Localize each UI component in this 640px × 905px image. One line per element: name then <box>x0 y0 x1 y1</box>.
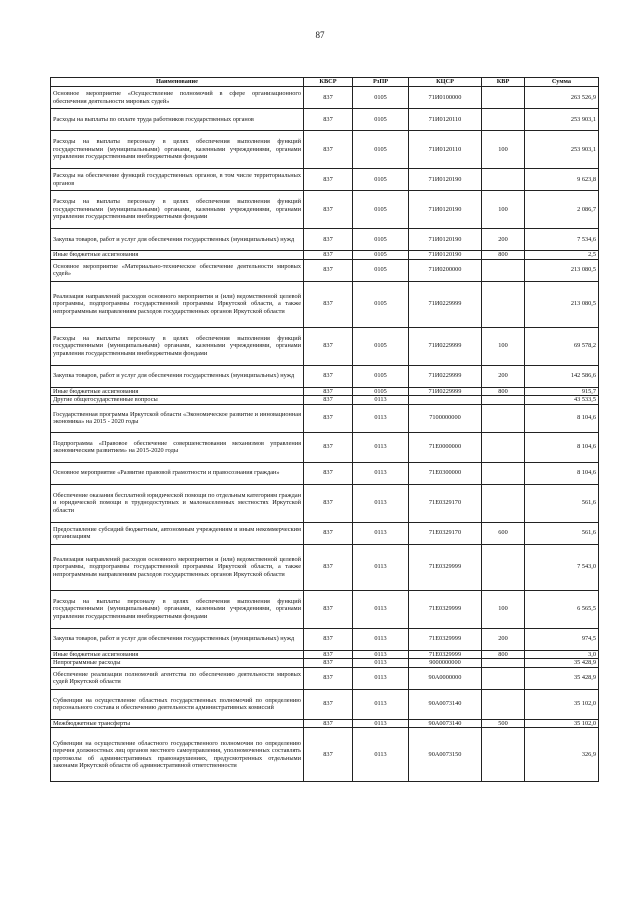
row-kcsr: 71И0229999 <box>409 281 482 327</box>
row-kcsr: 9000000000 <box>409 659 482 668</box>
row-kvr <box>482 544 525 590</box>
row-sum: 2,5 <box>525 251 599 260</box>
row-kcsr: 71И0229999 <box>409 365 482 387</box>
row-sum: 69 578,2 <box>525 327 599 365</box>
row-kvr <box>482 404 525 432</box>
row-sum: 8 104,6 <box>525 432 599 462</box>
row-kvsr: 837 <box>304 169 353 191</box>
row-kcsr: 71И0200000 <box>409 259 482 281</box>
table-row <box>51 590 599 628</box>
row-kcsr: 71И0120190 <box>409 169 482 191</box>
row-kvr <box>482 169 525 191</box>
row-name: Расходы на выплаты персоналу в целях обеспечения выполнения функций государственными (муниципальными) органами, казенными учреждениями, органами управления государственными внебюджетными фондами <box>51 327 304 365</box>
row-kvsr: 837 <box>304 590 353 628</box>
row-rzpr: 0113 <box>353 462 409 484</box>
row-sum: 253 903,1 <box>525 109 599 131</box>
row-sum: 2 086,7 <box>525 191 599 229</box>
table-row <box>51 667 599 689</box>
row-name: Другие общегосударственные вопросы <box>51 396 304 405</box>
col-header-kvsr: КВСР <box>304 78 353 87</box>
row-name: Реализация направлений расходов основного мероприятия и (или) ведомственной целевой программы, подпрограммы государственной программы Иркутской области, а также непрограммным направлениям расходов государственных органов Иркутской области <box>51 544 304 590</box>
table-row <box>51 522 599 544</box>
row-kvsr: 837 <box>304 432 353 462</box>
row-kvr: 600 <box>482 522 525 544</box>
row-kcsr: 90А0073140 <box>409 719 482 728</box>
row-sum: 8 104,6 <box>525 462 599 484</box>
row-kcsr: 71И0100000 <box>409 87 482 109</box>
table-row <box>51 229 599 251</box>
row-kvsr: 837 <box>304 659 353 668</box>
row-rzpr: 0105 <box>353 131 409 169</box>
row-name: Реализация направлений расходов основного мероприятия и (или) ведомственной целевой программы, подпрограммы государственной программы Иркутской области, а также непрограммным направлениям расходов государственных органов Иркутской области <box>51 281 304 327</box>
table-row <box>51 728 599 782</box>
row-kvr <box>482 281 525 327</box>
row-kvsr: 837 <box>304 365 353 387</box>
row-kvr <box>482 109 525 131</box>
row-kcsr: 71И0120190 <box>409 229 482 251</box>
row-rzpr: 0113 <box>353 396 409 405</box>
row-sum: 35 102,0 <box>525 689 599 719</box>
row-name: Иные бюджетные ассигнования <box>51 650 304 659</box>
row-name: Закупка товаров, работ и услуг для обеспечения государственных (муниципальных) нужд <box>51 628 304 650</box>
row-kvsr: 837 <box>304 628 353 650</box>
row-rzpr: 0105 <box>353 251 409 260</box>
row-name: Основное мероприятие «Материально-техническое обеспечение деятельности мировых судей» <box>51 259 304 281</box>
row-kcsr: 90А0073140 <box>409 689 482 719</box>
row-sum: 213 080,5 <box>525 259 599 281</box>
row-kvr <box>482 87 525 109</box>
row-kcsr: 7100000000 <box>409 404 482 432</box>
row-kcsr: 71Е0329999 <box>409 650 482 659</box>
row-kvr <box>482 689 525 719</box>
row-rzpr: 0113 <box>353 544 409 590</box>
row-kvr: 100 <box>482 131 525 169</box>
row-sum: 6 565,5 <box>525 590 599 628</box>
row-kvr: 500 <box>482 719 525 728</box>
row-kvsr: 837 <box>304 404 353 432</box>
row-rzpr: 0113 <box>353 689 409 719</box>
row-kvr: 200 <box>482 365 525 387</box>
row-kvsr: 837 <box>304 131 353 169</box>
row-kvr: 800 <box>482 251 525 260</box>
row-kvsr: 837 <box>304 544 353 590</box>
row-sum: 326,9 <box>525 728 599 782</box>
row-kcsr: 71Е0329999 <box>409 544 482 590</box>
row-kvsr: 837 <box>304 259 353 281</box>
row-rzpr: 0113 <box>353 667 409 689</box>
table-row <box>51 544 599 590</box>
row-kvr: 100 <box>482 590 525 628</box>
row-kvsr: 837 <box>304 522 353 544</box>
row-name: Подпрограмма «Правовое обеспечение совершенствования механизмов управления экономическим развитием» на 2015-2020 годы <box>51 432 304 462</box>
row-rzpr: 0105 <box>353 229 409 251</box>
row-sum: 43 533,5 <box>525 396 599 405</box>
row-kvsr: 837 <box>304 387 353 396</box>
row-kvr: 100 <box>482 191 525 229</box>
row-kvr <box>482 728 525 782</box>
row-kvr: 100 <box>482 327 525 365</box>
page-number: 87 <box>315 30 325 40</box>
row-kvsr: 837 <box>304 109 353 131</box>
table-row <box>51 281 599 327</box>
row-rzpr: 0105 <box>353 387 409 396</box>
budget-table <box>50 77 599 782</box>
row-sum: 3,0 <box>525 650 599 659</box>
row-kvsr: 837 <box>304 229 353 251</box>
row-kvsr: 837 <box>304 87 353 109</box>
row-kvsr: 837 <box>304 719 353 728</box>
row-kvr <box>482 259 525 281</box>
row-name: Предоставление субсидий бюджетным, автономным учреждениям и иным некоммерческим организациям <box>51 522 304 544</box>
row-kvsr: 837 <box>304 327 353 365</box>
table-row <box>51 259 599 281</box>
row-kcsr <box>409 396 482 405</box>
row-kcsr: 71Е0000000 <box>409 432 482 462</box>
row-name: Расходы на обеспечение функций государственных органов, в том числе территориальных органов <box>51 169 304 191</box>
row-kcsr: 71И0120110 <box>409 131 482 169</box>
row-name: Субвенции на осуществление областных государственных полномочий по определению персонального состава и обеспечению деятельности административных комиссий <box>51 689 304 719</box>
row-rzpr: 0113 <box>353 728 409 782</box>
row-sum: 7 543,0 <box>525 544 599 590</box>
row-rzpr: 0113 <box>353 484 409 522</box>
row-rzpr: 0113 <box>353 432 409 462</box>
row-rzpr: 0105 <box>353 87 409 109</box>
row-kvr: 200 <box>482 229 525 251</box>
row-name: Расходы на выплаты по оплате труда работников государственных органов <box>51 109 304 131</box>
table-row <box>51 650 599 659</box>
row-kcsr: 71И0229999 <box>409 387 482 396</box>
row-kcsr: 71Е0329999 <box>409 590 482 628</box>
table-row <box>51 659 599 668</box>
row-sum: 263 526,9 <box>525 87 599 109</box>
row-rzpr: 0105 <box>353 327 409 365</box>
row-sum: 35 102,0 <box>525 719 599 728</box>
row-sum: 915,7 <box>525 387 599 396</box>
table-row <box>51 396 599 405</box>
table-row <box>51 131 599 169</box>
row-kcsr: 71Е0329170 <box>409 484 482 522</box>
row-kvr: 800 <box>482 387 525 396</box>
table-row <box>51 251 599 260</box>
row-kvr <box>482 659 525 668</box>
table-row <box>51 191 599 229</box>
row-name: Субвенции на осуществление областного государственного полномочия по определению перечня должностных лиц органов местного самоуправления, уполномоченных составлять протоколы об административных правонарушениях, предусмотренных отдельными законами Иркутской области об административной ответственности <box>51 728 304 782</box>
table-row <box>51 365 599 387</box>
row-kvsr: 837 <box>304 667 353 689</box>
row-kvr <box>482 432 525 462</box>
row-name: Непрограммные расходы <box>51 659 304 668</box>
row-sum: 142 586,6 <box>525 365 599 387</box>
row-name: Расходы на выплаты персоналу в целях обеспечения выполнения функций государственными (муниципальными) органами, казенными учреждениями, органами управления государственными внебюджетными фондами <box>51 191 304 229</box>
row-name: Обеспечение оказания бесплатной юридической помощи по отдельным категориям граждан и юридической помощи в труднодоступных и малонаселенных местностях Иркутской области <box>51 484 304 522</box>
row-name: Обеспечение реализации полномочий агентства по обеспечению деятельности мировых судей Иркутской области <box>51 667 304 689</box>
row-rzpr: 0105 <box>353 191 409 229</box>
row-kcsr: 71И0120190 <box>409 251 482 260</box>
row-sum: 561,6 <box>525 522 599 544</box>
row-name: Закупка товаров, работ и услуг для обеспечения государственных (муниципальных) нужд <box>51 365 304 387</box>
row-rzpr: 0113 <box>353 404 409 432</box>
col-header-sum: Сумма <box>525 78 599 87</box>
col-header-name: Наименование <box>51 78 304 87</box>
table-row <box>51 484 599 522</box>
row-kvsr: 837 <box>304 728 353 782</box>
row-rzpr: 0105 <box>353 281 409 327</box>
row-kcsr: 71И0120190 <box>409 191 482 229</box>
row-kvsr: 837 <box>304 484 353 522</box>
row-sum: 35 428,9 <box>525 659 599 668</box>
row-name: Государственная программа Иркутской области «Экономическое развитие и инновационная экономика» на 2015 - 2020 годы <box>51 404 304 432</box>
table-row <box>51 109 599 131</box>
row-kvr <box>482 396 525 405</box>
table-row <box>51 387 599 396</box>
row-kvsr: 837 <box>304 396 353 405</box>
row-kvsr: 837 <box>304 689 353 719</box>
row-kvr <box>482 462 525 484</box>
row-name: Межбюджетные трансферты <box>51 719 304 728</box>
table-row <box>51 327 599 365</box>
table-row <box>51 628 599 650</box>
row-rzpr: 0113 <box>353 628 409 650</box>
row-kvr: 800 <box>482 650 525 659</box>
row-kcsr: 90А0000000 <box>409 667 482 689</box>
table-row <box>51 404 599 432</box>
row-kvsr: 837 <box>304 251 353 260</box>
table-row <box>51 432 599 462</box>
row-sum: 561,6 <box>525 484 599 522</box>
row-rzpr: 0105 <box>353 109 409 131</box>
row-rzpr: 0105 <box>353 169 409 191</box>
row-name: Расходы на выплаты персоналу в целях обеспечения выполнения функций государственными (муниципальными) органами, казенными учреждениями, органами управления государственными внебюджетными фондами <box>51 131 304 169</box>
row-name: Расходы на выплаты персоналу в целях обеспечения выполнения функций государственными (муниципальными) органами, казенными учреждениями, органами управления государственными внебюджетными фондами <box>51 590 304 628</box>
row-rzpr: 0105 <box>353 259 409 281</box>
row-sum: 213 080,5 <box>525 281 599 327</box>
row-kcsr: 71Е0300000 <box>409 462 482 484</box>
table-row <box>51 719 599 728</box>
row-rzpr: 0105 <box>353 365 409 387</box>
row-kvr <box>482 484 525 522</box>
row-kvsr: 837 <box>304 191 353 229</box>
row-rzpr: 0113 <box>353 522 409 544</box>
row-sum: 7 534,6 <box>525 229 599 251</box>
row-rzpr: 0113 <box>353 590 409 628</box>
table-row <box>51 462 599 484</box>
row-name: Иные бюджетные ассигнования <box>51 251 304 260</box>
row-kvsr: 837 <box>304 650 353 659</box>
row-kcsr: 71И0229999 <box>409 327 482 365</box>
row-kvr <box>482 667 525 689</box>
table-body <box>51 87 599 782</box>
row-kcsr: 71И0120110 <box>409 109 482 131</box>
row-name: Основное мероприятие «Осуществление полномочий в сфере организационного обеспечения деятельности мировых судей» <box>51 87 304 109</box>
row-sum: 253 903,1 <box>525 131 599 169</box>
table-row <box>51 87 599 109</box>
row-sum: 8 104,6 <box>525 404 599 432</box>
table-row <box>51 169 599 191</box>
row-kcsr: 71Е0329999 <box>409 628 482 650</box>
row-kcsr: 71Е0329170 <box>409 522 482 544</box>
row-sum: 974,5 <box>525 628 599 650</box>
row-kvsr: 837 <box>304 462 353 484</box>
col-header-kcsr: КЦСР <box>409 78 482 87</box>
row-name: Закупка товаров, работ и услуг для обеспечения государственных (муниципальных) нужд <box>51 229 304 251</box>
row-kvr: 200 <box>482 628 525 650</box>
table-header-row <box>51 78 599 87</box>
row-name: Основное мероприятие «Развитие правовой грамотности и правосознания граждан» <box>51 462 304 484</box>
row-rzpr: 0113 <box>353 650 409 659</box>
row-sum: 9 623,8 <box>525 169 599 191</box>
row-rzpr: 0113 <box>353 659 409 668</box>
row-kcsr: 90А0073150 <box>409 728 482 782</box>
col-header-kvr: КВР <box>482 78 525 87</box>
table-row <box>51 689 599 719</box>
row-kvsr: 837 <box>304 281 353 327</box>
col-header-rzpr: РзПР <box>353 78 409 87</box>
row-sum: 35 428,9 <box>525 667 599 689</box>
row-name: Иные бюджетные ассигнования <box>51 387 304 396</box>
row-rzpr: 0113 <box>353 719 409 728</box>
